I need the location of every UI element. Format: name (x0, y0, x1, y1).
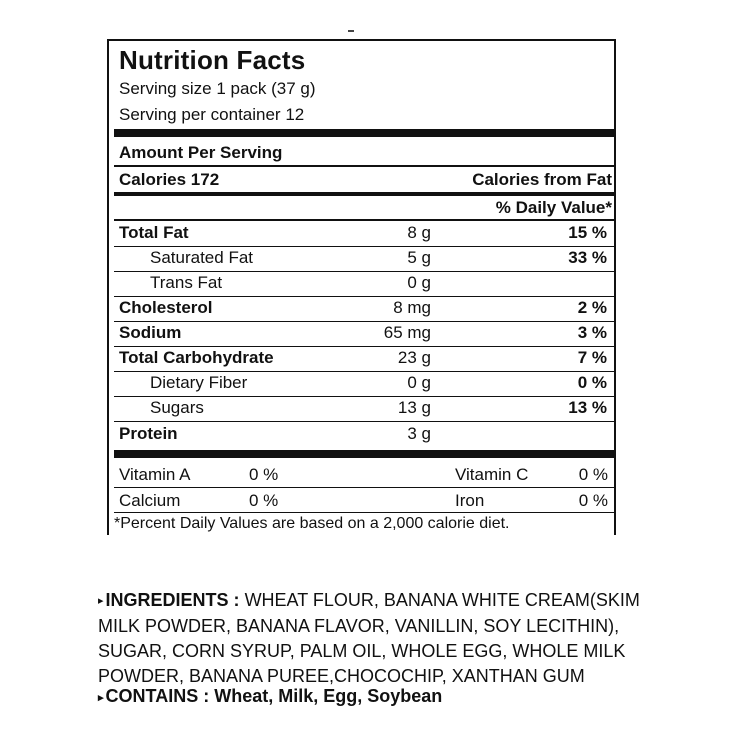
nutrient-amount: 8 mg (393, 298, 431, 317)
nutrient-name: Total Fat (119, 223, 189, 242)
divider (114, 165, 614, 167)
nutrient-amount: 0 g (407, 373, 431, 392)
ingredients-label: INGREDIENTS : (105, 590, 240, 610)
nutrient-name: Dietary Fiber (150, 373, 248, 392)
bullet-triangle-icon: ▸ (98, 594, 104, 607)
nutrient-amount: 65 mg (383, 323, 431, 342)
amount-per-serving: Amount Per Serving (119, 143, 283, 162)
vitamin-a-value: 0 % (249, 465, 279, 484)
contains-block (98, 686, 442, 707)
row-divider (114, 396, 614, 397)
nutrient-amount: 0 g (407, 273, 431, 292)
contains-label: CONTAINS : (105, 686, 210, 706)
servings-per-container: Serving per container 12 (119, 105, 305, 124)
thick-divider (114, 129, 614, 137)
calcium-value: 0 % (249, 491, 279, 510)
nutrient-daily-value: 3 % (577, 323, 607, 342)
nutrient-name: Saturated Fat (150, 248, 254, 267)
ingredients-line: POWDER, BANANA PUREE,CHOCOCHIP, XANTHAN GUM (98, 665, 585, 686)
row-divider (114, 421, 614, 422)
nutrient-row-total-carbohydrate (109, 348, 614, 372)
row-divider (114, 271, 614, 272)
nutrient-row-trans-fat (109, 273, 614, 297)
nutrient-row-cholesterol (109, 298, 614, 322)
nutrient-row-total-fat (109, 223, 614, 247)
daily-value-header: % Daily Value* (495, 198, 612, 217)
nutrient-amount: 8 g (407, 223, 431, 242)
nutrient-name: Protein (119, 424, 178, 443)
nutrient-daily-value: 15 % (568, 223, 607, 242)
nutrient-name: Trans Fat (150, 273, 223, 292)
vitamin-c-label: Vitamin C (455, 465, 529, 484)
contains-value: Wheat, Milk, Egg, Soybean (214, 686, 443, 706)
nutrition-title: Nutrition Facts (119, 45, 306, 75)
iron-value: 0 % (578, 491, 608, 510)
nutrient-name: Sodium (119, 323, 182, 342)
row-divider (114, 346, 614, 347)
thick-divider (114, 450, 614, 458)
nutrient-row-protein (109, 424, 614, 448)
divider (114, 219, 614, 221)
row-divider (114, 246, 614, 247)
iron-label: Iron (455, 491, 485, 510)
nutrient-name: Total Carbohydrate (119, 348, 274, 367)
nutrient-amount: 3 g (407, 424, 431, 443)
ingredients-line: SUGAR, CORN SYRUP, PALM OIL, WHOLE EGG, WHOLE MILK (98, 640, 626, 661)
nutrient-daily-value: 13 % (568, 398, 607, 417)
nutrient-row-saturated-fat (109, 248, 614, 272)
nutrient-name: Cholesterol (119, 298, 213, 317)
nutrient-amount: 13 g (397, 398, 431, 417)
vitamin-a-label: Vitamin A (119, 465, 191, 484)
nutrient-daily-value: 33 % (568, 248, 607, 267)
ingredients-line: MILK POWDER, BANANA FLAVOR, VANILLIN, SOY LECITHIN), (98, 615, 620, 636)
row-divider (114, 321, 614, 322)
nutrient-row-dietary-fiber (109, 373, 614, 397)
nutrient-daily-value: 0 % (577, 373, 607, 392)
serving-size: Serving size 1 pack (37 g) (119, 79, 316, 98)
nutrient-amount: 23 g (397, 348, 431, 367)
nutrient-row-sugars (109, 398, 614, 422)
nutrient-daily-value: 2 % (577, 298, 607, 317)
bullet-triangle-icon: ▸ (98, 691, 104, 704)
nutrient-name: Sugars (150, 398, 204, 417)
calories: Calories 172 (119, 170, 220, 189)
ingredients-block (98, 588, 658, 689)
daily-value-footnote: *Percent Daily Values are based on a 2,000 calorie diet. (114, 515, 510, 532)
nutrient-amount: 5 g (407, 248, 431, 267)
divider (114, 512, 614, 513)
decorative-mark (348, 30, 354, 32)
medium-divider (114, 192, 614, 196)
calories-from-fat: Calories from Fat (472, 170, 612, 189)
calcium-label: Calcium (119, 491, 181, 510)
nutrient-daily-value: 7 % (577, 348, 607, 367)
divider (114, 487, 614, 488)
vitamin-c-value: 0 % (578, 465, 608, 484)
nutrient-row-sodium (109, 323, 614, 347)
row-divider (114, 371, 614, 372)
row-divider (114, 296, 614, 297)
nutrition-facts-panel (107, 39, 616, 535)
ingredients-line: WHEAT FLOUR, BANANA WHITE CREAM(SKIM (244, 590, 640, 610)
